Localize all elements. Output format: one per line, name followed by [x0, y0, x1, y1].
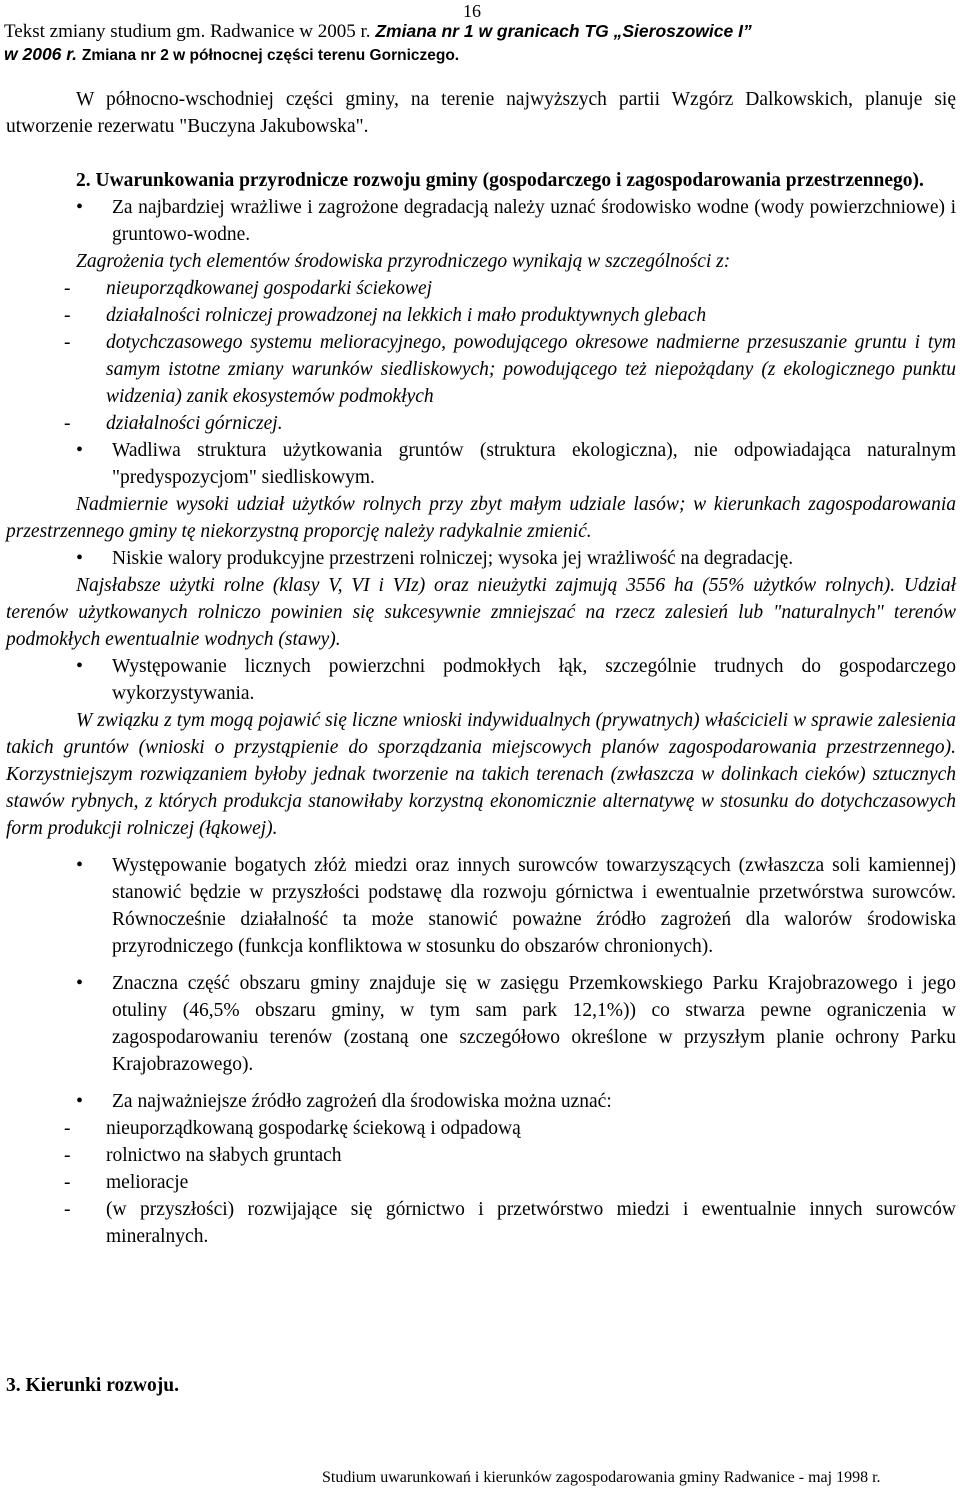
excess-paragraph: Nadmiernie wysoki udział użytków rolnych przy zbyt małym udziale lasów; w kierunkach zagospodarowania przestrzennego gminy tę niekorzystną proporcję należy radykalnie zmienić. [6, 494, 956, 542]
weak-soils-text-cont: Udział terenów użytkowanych rolniczo powinien się sukcesywnie zmniejszać na rzecz zalesień lub "naturalnych" terenów podmokłych ewentualnie wodnych (stawy). [6, 575, 956, 650]
header-change-2: Zmiana nr 2 w północnej części terenu Gorniczego. [81, 47, 460, 64]
weak-soils-text: Najsłabsze użytki rolne (klasy V, VI i VIz) oraz nieużytki zajmują 3556 ha (55% użytków rolnych). [76, 575, 896, 596]
threat-text: dotychczasowego systemu melioracyjnego, powodującego okresowe nadmierne przesuszanie gruntu i tym samym istotne zmiany warunków siedliskowych; powodującego też niepożądany (z ekologicznego punktu widzenia) zanik ekosystemów podmokłych [106, 332, 956, 407]
bullet-icon: • [76, 547, 84, 569]
page-footer: Studium uwarunkowań i kierunków zagospodarowania gminy Radwanice - maj 1998 r. [322, 1469, 881, 1486]
applications-paragraph: W związku z tym mogą pojawić się liczne wnioski indywidualnych (prywatnych) właścicieli w sprawie zalesienia takich gruntów (wnioski o przystąpienie do sporządzania miejscowych planów zagospodarowania przestrzennego). Korzystniejszym rozwiązaniem byłoby jednak tworzenie na takich terenach (zwłaszcza w dolinkach cieków) sztucznych stawów rybnych, z których produkcja stanowiłaby korzystną ekonomicznie alternatywę w stosunku do dotychczasowych form produkcji rolniczej (łąkowej). [6, 710, 956, 839]
header-line-1 [4, 20, 956, 43]
threat-item: - działalności górniczej. [64, 413, 283, 434]
threat-text: działalności rolniczej prowadzonej na lekkich i mało produktywnych glebach [106, 305, 707, 326]
document-body [6, 86, 956, 1250]
threat-text: działalności górniczej. [106, 413, 283, 434]
bullet-icon: • [76, 972, 84, 994]
source-text: nieuporządkowaną gospodarkę ściekową i odpadową [106, 1118, 521, 1139]
bullet-item [6, 970, 956, 1078]
source-item: - (w przyszłości) rozwijające się górnictwo i przetwórstwo miedzi i ewentualnie innych surowców mineralnych. [64, 1199, 956, 1247]
header-year: w 2006 r. [4, 44, 77, 64]
page-number: 16 [463, 1, 481, 21]
source-item: - rolnictwo na słabych gruntach [64, 1145, 342, 1166]
bullet-item [6, 1088, 956, 1115]
source-text: melioracje [106, 1172, 189, 1193]
intro-paragraph: W północno-wschodniej części gminy, na terenie najwyższych partii Wzgórz Dalkowskich, planuje się utworzenie rezerwatu "Buczyna Jakubowska". [6, 89, 956, 137]
weak-soils-paragraph [6, 572, 956, 653]
header-change-1: Zmiana nr 1 w granicach TG „Sieroszowice I” [375, 21, 752, 41]
bullet-item [6, 653, 956, 707]
threat-item: - dotychczasowego systemu melioracyjnego, powodującego okresowe nadmierne przesuszanie gruntu i tym samym istotne zmiany warunków siedliskowych; powodującego też niepożądany (z ekologicznego punktu widzenia) zanik ekosystemów podmokłych [64, 332, 956, 407]
bullet-text: Za najbardziej wrażliwe i zagrożone degradacją należy uznać środowisko wodne (wody powierzchniowe) i gruntowo-wodne. [112, 197, 956, 245]
source-text: rolnictwo na słabych gruntach [106, 1145, 342, 1166]
bullet-text: Wadliwa struktura użytkowania gruntów (struktura ekologiczna), nie odpowiadająca naturalnym "predyspozycjom" siedliskowym. [112, 440, 956, 488]
threat-item: - działalności rolniczej prowadzonej na lekkich i mało produktywnych glebach [64, 305, 707, 326]
section-3-heading: 3. Kierunki rozwoju. [6, 1375, 179, 1396]
source-item: - nieuporządkowaną gospodarkę ściekową i odpadową [64, 1118, 521, 1139]
bullet-item [6, 437, 956, 491]
bullet-text: Za najważniejsze źródło zagrożeń dla środowiska można uznać: [112, 1091, 612, 1112]
threat-text: nieuporządkowanej gospodarki ściekowej [106, 278, 433, 299]
section-2-heading: 2. Uwarunkowania przyrodnicze rozwoju gminy (gospodarczego i zagospodarowania przestrzennego). [76, 170, 924, 191]
bullet-text: Występowanie licznych powierzchni podmokłych łąk, szczególnie trudnych do gospodarczego wykorzystywania. [112, 656, 956, 704]
bullet-item [6, 545, 956, 572]
header-line-2 [4, 43, 956, 67]
bullet-item [6, 194, 956, 248]
bullet-icon: • [76, 1090, 84, 1112]
bullet-icon: • [76, 854, 84, 876]
bullet-item [6, 852, 956, 960]
threats-intro: Zagrożenia tych elementów środowiska przyrodniczego wynikają w szczególności z: [76, 251, 731, 272]
bullet-icon: • [76, 439, 84, 461]
bullet-text: Występowanie bogatych złóż miedzi oraz innych surowców towarzyszących (zwłaszcza soli kamiennej) stanowić będzie w przyszłości podstawę dla rozwoju górnictwa i ewentualnie przetwórstwa surowców. Równocześnie działalność ta może stanowić poważne źródło zagrożeń dla walorów środowiska przyrodniczego (funkcja konfliktowa w stosunku do obszarów chronionych). [112, 855, 956, 957]
source-item: - melioracje [64, 1172, 189, 1193]
bullet-icon: • [76, 196, 84, 218]
header-study-text: Tekst zmiany studium gm. Radwanice w 2005 r. [4, 21, 371, 42]
document-header [4, 20, 956, 67]
bullet-text: Niskie walory produkcyjne przestrzeni rolniczej; wysoka jej wrażliwość na degradację. [112, 548, 794, 569]
bullet-icon: • [76, 655, 84, 677]
bullet-text: Znaczna część obszaru gminy znajduje się w zasięgu Przemkowskiego Parku Krajobrazowego i jego otuliny (46,5% obszaru gminy, w tym sam park 12,1%)) co stwarza pewne ograniczenia w zagospodarowaniu terenów (zostaną one szczegółowo określone w przyszłym planie ochrony Parku Krajobrazowego). [112, 973, 956, 1075]
threat-item: - nieuporządkowanej gospodarki ściekowej [64, 278, 433, 299]
source-text: (w przyszłości) rozwijające się górnictwo i przetwórstwo miedzi i ewentualnie innych surowców mineralnych. [106, 1199, 956, 1247]
